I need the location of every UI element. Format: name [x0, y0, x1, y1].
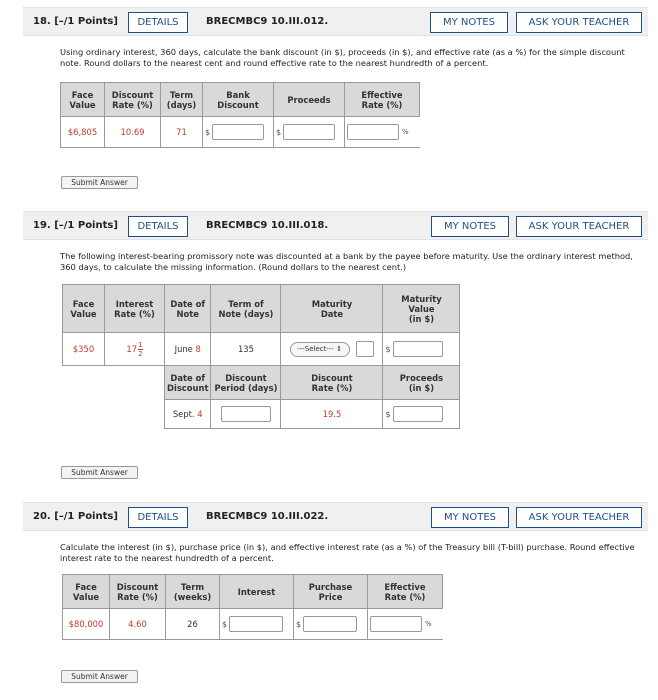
q19-date-of-note: June 8	[165, 333, 211, 366]
q18-number: 18. [–/1 Points]	[33, 16, 118, 27]
q18-proceeds-input[interactable]	[283, 124, 335, 140]
q19-my-notes-button[interactable]: MY NOTES	[431, 216, 509, 237]
q20-header-rate: Discount Rate (%)	[110, 575, 166, 609]
q19-header	[23, 211, 648, 240]
q18-code: BRECMBC9 10.III.012.	[206, 16, 329, 27]
q20-text: Calculate the interest (in $), purchase price (in $), and effective interest rate (as a %) of the Treasury bill (T-bill) purchase. Round effective interest rate to the nearest hundredth of a percent.	[60, 542, 635, 563]
dollar-sign: $	[385, 409, 391, 419]
q18-table	[60, 82, 420, 148]
dollar-sign: $	[296, 619, 302, 629]
q20-purchase-price-input[interactable]	[303, 616, 357, 632]
q20-ask-teacher-button[interactable]: ASK YOUR TEACHER	[516, 507, 642, 528]
q20-interest-input[interactable]	[229, 616, 283, 632]
q19-header-maturity-value: Maturity Value (in $)	[383, 285, 460, 333]
q19-header-date-discount: Date of Discount	[165, 366, 211, 400]
q19-submit-button[interactable]: Submit Answer	[61, 466, 138, 479]
q18-header-term: Term (days)	[161, 83, 203, 117]
q20-discount-rate: 4.60	[110, 609, 166, 640]
q19-header-date-note: Date of Note	[165, 285, 211, 333]
q19-text: The following interest-bearing promissory note was discounted at a bank by the payee before maturity. Use the ordinary interest method, 360 days, to calculate the missing information. (Round dollars to the nearest cent.)	[60, 251, 633, 272]
dollar-sign: $	[222, 619, 228, 629]
q20-my-notes-button[interactable]: MY NOTES	[431, 507, 509, 528]
q20-header	[23, 502, 648, 531]
q20-header-purchase-price: Purchase Price	[294, 575, 368, 609]
q19-table	[62, 284, 460, 429]
q19-header-proceeds: Proceeds (in $)	[383, 366, 460, 400]
q19-details-button[interactable]: DETAILS	[128, 216, 188, 237]
q19-rate-fraction: $\frac{1}{2}$	[138, 340, 143, 358]
q18-face-value: $6,805	[61, 117, 105, 148]
q19-code: BRECMBC9 10.III.018.	[206, 220, 329, 231]
q18-header-proceeds: Proceeds	[274, 83, 345, 117]
q19-maturity-month-select[interactable]: ---Select--- ⇕	[290, 342, 350, 357]
q20-table	[62, 574, 443, 640]
q20-header-face: Face Value	[63, 575, 110, 609]
q19-date-of-discount: Sept. 4	[165, 400, 211, 429]
dollar-sign: $	[205, 127, 211, 137]
q20-number: 20. [–/1 Points]	[33, 511, 118, 522]
q19-maturity-value-input[interactable]	[393, 341, 443, 357]
q18-header	[23, 7, 648, 36]
q19-header-maturity-date: Maturity Date	[281, 285, 383, 333]
q18-ask-teacher-button[interactable]: ASK YOUR TEACHER	[516, 12, 642, 33]
q19-maturity-day-input[interactable]	[356, 341, 374, 357]
percent-sign: %	[425, 620, 432, 628]
q19-header-face: Face Value	[63, 285, 105, 333]
q18-header-rate: Discount Rate (%)	[105, 83, 161, 117]
q18-discount-rate: 10.69	[105, 117, 161, 148]
q19-number: 19. [–/1 Points]	[33, 220, 118, 231]
q20-term: 26	[166, 609, 220, 640]
q18-details-button[interactable]: DETAILS	[128, 12, 188, 33]
q19-header-term-note: Term of Note (days)	[211, 285, 281, 333]
chevron-updown-icon: ⇕	[336, 344, 343, 353]
q18-header-bank-discount: Bank Discount	[203, 83, 274, 117]
q18-text: Using ordinary interest, 360 days, calculate the bank discount (in $), proceeds (in $), and effective rate (as a %) for the simple discount note. Round dollars to the nearest cent and round effective rate to the nearest hundredth of a percent.	[60, 47, 625, 68]
percent-sign: %	[402, 128, 409, 136]
q19-term-of-note: 135	[211, 333, 281, 366]
q18-bank-discount-input[interactable]	[212, 124, 264, 140]
q20-face-value: $80,000	[63, 609, 110, 640]
q18-header-effective-rate: Effective Rate (%)	[345, 83, 420, 117]
q19-discount-period-input[interactable]	[221, 406, 271, 422]
q20-header-term: Term (weeks)	[166, 575, 220, 609]
q18-header-face: Face Value	[61, 83, 105, 117]
q19-header-discount-period: Discount Period (days)	[211, 366, 281, 400]
q20-effective-rate-input[interactable]	[370, 616, 422, 632]
dollar-sign: $	[276, 127, 282, 137]
q19-interest-rate: 17 $\frac{1}{2}$	[105, 333, 165, 366]
q19-header-rate: Interest Rate (%)	[105, 285, 165, 333]
q19-face-value: $350	[63, 333, 105, 366]
q20-header-interest: Interest	[220, 575, 294, 609]
q19-ask-teacher-button[interactable]: ASK YOUR TEACHER	[516, 216, 642, 237]
q20-code: BRECMBC9 10.III.022.	[206, 511, 329, 522]
q19-header-discount-rate: Discount Rate (%)	[281, 366, 383, 400]
q18-effective-rate-input[interactable]	[347, 124, 399, 140]
q18-submit-button[interactable]: Submit Answer	[61, 176, 138, 189]
q20-submit-button[interactable]: Submit Answer	[61, 670, 138, 683]
q18-my-notes-button[interactable]: MY NOTES	[430, 12, 508, 33]
q19-proceeds-input[interactable]	[393, 406, 443, 422]
q20-details-button[interactable]: DETAILS	[128, 507, 188, 528]
dollar-sign: $	[385, 344, 391, 354]
q20-header-effective-rate: Effective Rate (%)	[368, 575, 443, 609]
q19-discount-rate: 19.5	[281, 400, 383, 429]
q18-term: 71	[161, 117, 203, 148]
